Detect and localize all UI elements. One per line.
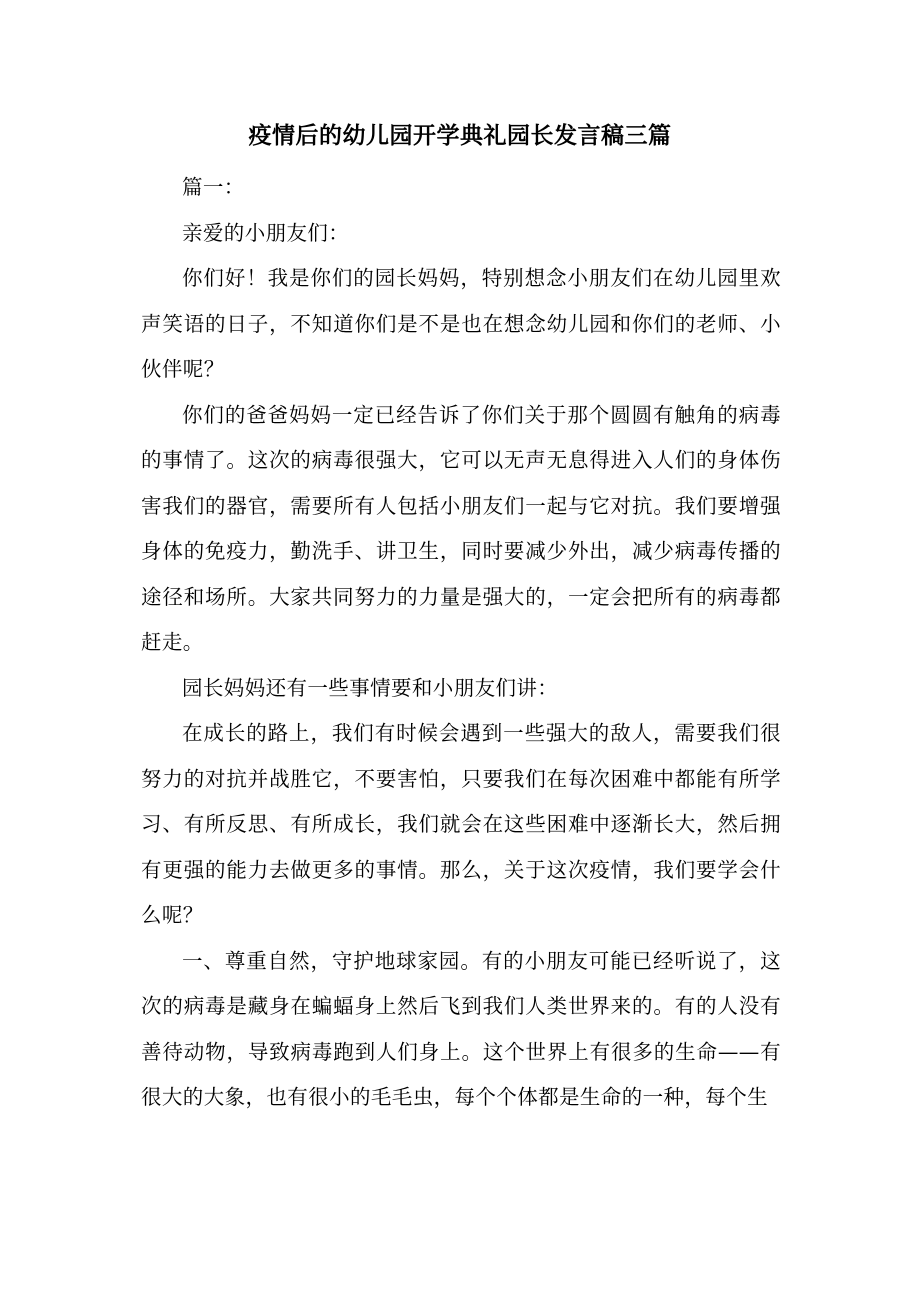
- paragraph-respect-nature: 一、尊重自然，守护地球家园。有的小朋友可能已经听说了，这次的病毒是藏身在蝙蝠身上然后飞到我们人类世界来的。有的人没有善待动物，导致病毒跑到人们身上。这个世界上有很多的生命——有很大的大象，也有很小的毛毛虫，每个个体都是生命的一种，每个生: [141, 948, 781, 1109]
- document-title: 疫情后的幼儿园开学典礼园长发言稿三篇: [248, 122, 672, 149]
- paragraph-transition: 园长妈妈还有一些事情要和小朋友们讲：: [182, 675, 559, 700]
- paragraph-salutation: 亲爱的小朋友们：: [182, 220, 350, 245]
- paragraph-section-heading: 篇一：: [182, 175, 245, 199]
- paragraph-virus-explanation: 你们的爸爸妈妈一定已经告诉了你们关于那个圆圆有触角的病毒的事情了。这次的病毒很强大，它可以无声无息得进入人们的身体伤害我们的器官，需要所有人包括小朋友们一起与它对抗。我们要增强身体的免疫力，勤洗手、讲卫生，同时要减少外出，减少病毒传播的途径和场所。大家共同努力的力量是强大的，一定会把所有的病毒都赶走。: [141, 402, 781, 654]
- document-body: [141, 165, 781, 1121]
- paragraph-growth: 在成长的路上，我们有时候会遇到一些强大的敌人，需要我们很努力的对抗并战胜它，不要害怕，只要我们在每次困难中都能有所学习、有所反思、有所成长，我们就会在这些困难中逐渐长大，然后拥有更强的能力去做更多的事情。那么，关于这次疫情，我们要学会什么呢？: [141, 721, 781, 927]
- paragraph-greeting: 你们好！我是你们的园长妈妈，特别想念小朋友们在幼儿园里欢声笑语的日子，不知道你们是不是也在想念幼儿园和你们的老师、小伙伴呢？: [141, 266, 781, 381]
